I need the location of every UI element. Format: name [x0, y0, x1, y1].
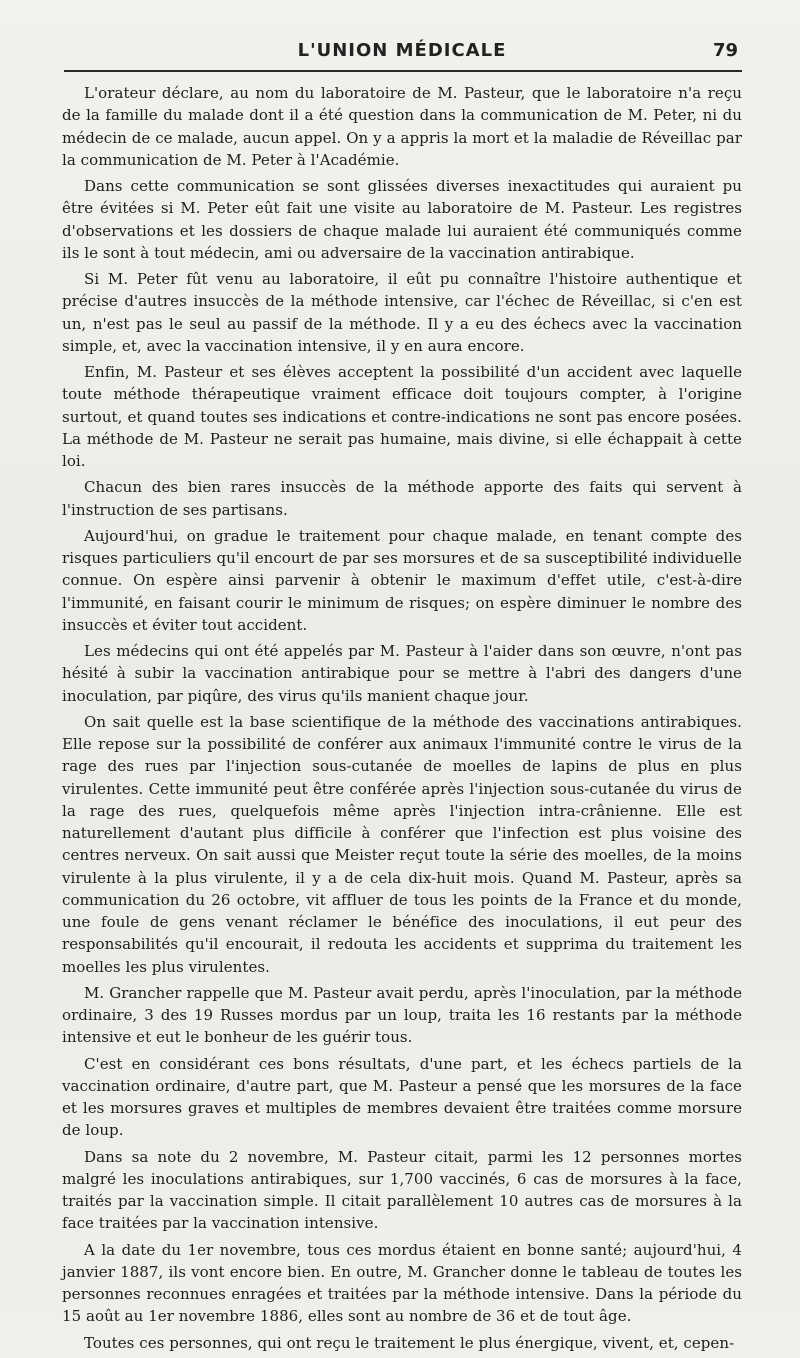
- paragraph: C'est en considérant ces bons résultats, d'une part, et les échecs partiels de la vaccination ordinaire, d'autre part, que M. Pasteur a pensé que les morsures de la face et les morsures graves et multiples de membres devaient être traitées comme morsure de loup.: [62, 1054, 742, 1140]
- paragraph: L'orateur déclare, au nom du laboratoire de M. Pasteur, que le laboratoire n'a reçu de la famille du malade dont il a été question dans la communication de M. Peter, ni du médecin de ce malade, aucun appel. On y a appris la mort et la maladie de Réveillac par la communication de M. Peter à l'Académie.: [62, 84, 742, 169]
- running-head: [64, 40, 740, 70]
- page-number: 79: [712, 40, 738, 61]
- paragraph: Dans cette communication se sont glissées diverses inexactitudes qui auraient pu être évitées si M. Peter eût fait une visite au laboratoire de M. Pasteur. Les registres d'observations et les dossiers de chaque malade lui auraient été communiqués comme ils le sont à tout médecin, ami ou adversaire de la vaccination antirabique.: [62, 177, 742, 262]
- paragraph: Toutes ces personnes, qui ont reçu le traitement le plus énergique, vivent, et, cepen-: [84, 1333, 735, 1352]
- header-rule: [64, 70, 742, 72]
- journal-title: L'UNION MÉDICALE: [297, 40, 507, 61]
- paragraph: On sait quelle est la base scientifique de la méthode des vaccinations antirabiques. Elle repose sur la possibilité de conférer aux animaux l'immunité contre le virus de la rage des rues par l'injection sous-cutanée de moelles de lapins de plus en plus virulentes. Cette immunité peut être conférée après l'injection sous-cutanée du virus de la rage des rues, quelquefois même après l'injection intra-crânienne. Elle est naturellement d'autant plus difficile à conférer que l'infection est plus voisine des centres nerveux. On sait aussi que Meister reçut toute la série des moelles, de la moins virulente à la plus virulente, il y a de cela dix-huit mois. Quand M. Pasteur, après sa communication du 26 octobre, vit affluer de tous les points de la France et du monde, une foule de gens venant réclamer le bénéfice des inoculations, il eut peur des responsabilités qu'il encourait, il redouta les accidents et supprima du traitement les moelles les plus virulentes.: [62, 712, 742, 976]
- article-body: [62, 82, 742, 1358]
- paragraph: Aujourd'hui, on gradue le traitement pour chaque malade, en tenant compte des risques particuliers qu'il encourt de par ses morsures et de sa susceptibilité individuelle connue. On espère ainsi parvenir à obtenir le maximum d'effet utile, c'est-à-dire l'immunité, en faisant courir le minimum de risques; on espère diminuer le nombre des insuccès et éviter tout accident.: [62, 526, 742, 634]
- paragraph: Dans sa note du 2 novembre, M. Pasteur citait, parmi les 12 personnes mortes malgré les inoculations antirabiques, sur 1,700 vaccinés, 6 cas de morsures à la face, traités par la vaccination simple. Il citait parallèlement 10 autres cas de morsures à la face traitées par la vaccination intensive.: [62, 1147, 742, 1233]
- paragraph: Si M. Peter fût venu au laboratoire, il eût pu connaître l'histoire authentique et précise d'autres insuccès de la méthode intensive, car l'échec de Réveillac, si c'en est un, n'est pas le seul au passif de la méthode. Il y a eu des échecs avec la vaccination simple, et, avec la vaccination intensive, il y en aura encore.: [62, 270, 742, 355]
- paragraph: M. Grancher rappelle que M. Pasteur avait perdu, après l'inoculation, par la méthode ordinaire, 3 des 19 Russes mordus par un loup, traita les 16 restants par la méthode intensive et eut le bonheur de les guérir tous.: [62, 983, 742, 1047]
- paragraph: Chacun des bien rares insuccès de la méthode apporte des faits qui servent à l'instruction de ses partisans.: [62, 478, 742, 519]
- paragraph: Les médecins qui ont été appelés par M. Pasteur à l'aider dans son œuvre, n'ont pas hésité à subir la vaccination antirabique pour se mettre à l'abri des dangers d'une inoculation, par piqûre, des virus qu'ils manient chaque jour.: [62, 642, 742, 705]
- paragraph: A la date du 1er novembre, tous ces mordus étaient en bonne santé; aujourd'hui, 4 janvier 1887, ils vont encore bien. En outre, M. Grancher donne le tableau de toutes les personnes reconnues enragées et traitées par la méthode intensive. Dans la période du 15 août au 1er novembre 1886, elles sont au nombre de 36 et de tout âge.: [62, 1240, 742, 1326]
- paragraph: Enfin, M. Pasteur et ses élèves acceptent la possibilité d'un accident avec laquelle toute méthode thérapeutique vraiment efficace doit toujours compter, à l'origine surtout, et quand toutes ses indications et contre-indications ne sont pas encore posées. La méthode de M. Pasteur ne serait pas humaine, mais divine, si elle échappait à cette loi.: [62, 363, 742, 470]
